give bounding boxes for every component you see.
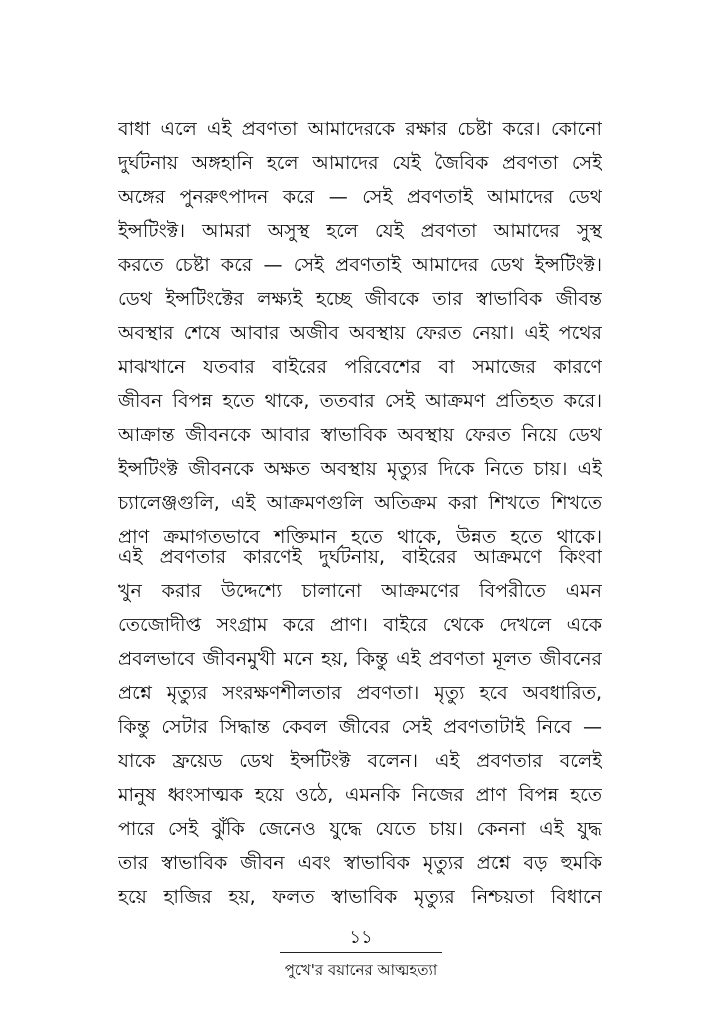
- text-line: দুর্ঘটনায় অঙ্গহানি হলে আমাদের যেই জৈবিক প্রবণতা সেই: [118, 152, 602, 174]
- text-line: তার স্বাভাবিক জীবন এবং স্বাভাবিক মৃত্যুর প্রশ্নে বড় হুমকি: [118, 852, 602, 874]
- text-line: কিন্তু সেটার সিদ্ধান্ত কেবল জীবের সেই প্রবণতাটাই নিবে —: [118, 716, 602, 738]
- text-line: জীবন বিপন্ন হতে থাকে, ততবার সেই আক্রমণ প্রতিহত করে।: [118, 390, 602, 412]
- running-book-title: পুখে'র বয়ানের আত্মহত্যা: [284, 961, 438, 979]
- text-line: অঙ্গের পুনরুৎপাদন করে — সেই প্রবণতাই আমাদের ডেথ: [118, 186, 602, 208]
- footer-divider: [280, 952, 442, 953]
- text-line: ডেথ ইন্সটিংক্টের লক্ষ্যই হচ্ছে জীবকে তার স্বাভাবিক জীবন্ত: [118, 288, 602, 310]
- text-line: হয়ে হাজির হয়, ফলত স্বাভাবিক মৃত্যুর নিশ্চয়তা বিধানে: [118, 886, 602, 908]
- page-footer: [280, 926, 442, 981]
- paragraph-1: [118, 112, 602, 554]
- text-line: চ্যালেঞ্জগুলি, এই আক্রমণগুলি অতিক্রম করা শিখতে শিখতে: [118, 492, 602, 514]
- text-line: পারে সেই ঝুঁকি জেনেও যুদ্ধে যেতে চায়। কেননা এই যুদ্ধ: [118, 818, 602, 840]
- text-line: মাঝখানে যতবার বাইরের পরিবেশের বা সমাজের কারণে: [118, 356, 602, 378]
- text-line: তেজোদীপ্ত সংগ্রাম করে প্রাণ। বাইরে থেকে দেখলে একে: [118, 614, 602, 636]
- text-line: প্রশ্নে মৃত্যুর সংরক্ষণশীলতার প্রবণতা। মৃত্যু হবে অবধারিত,: [118, 682, 602, 704]
- text-line: খুন করার উদ্দেশ্যে চালানো আক্রমণের বিপরীতে এমন: [118, 580, 602, 602]
- text-line: করতে চেষ্টা করে — সেই প্রবণতাই আমাদের ডেথ ইন্সটিংক্ট।: [118, 254, 602, 276]
- text-line: অবস্থার শেষে আবার অজীব অবস্থায় ফেরত নেয়া। এই পথের: [118, 322, 602, 344]
- paragraph-2: [118, 540, 602, 914]
- text-line: এই প্রবণতার কারণেই দুর্ঘটনায়, বাইরের আক্রমণে কিংবা: [118, 546, 602, 568]
- text-line: বাধা এলে এই প্রবণতা আমাদেরকে রক্ষার চেষ্টা করে। কোনো: [118, 118, 602, 140]
- text-line: প্রবলভাবে জীবনমুখী মনে হয়, কিন্তু এই প্রবণতা মূলত জীবনের: [118, 648, 602, 670]
- text-line: আক্রান্ত জীবনকে আবার স্বাভাবিক অবস্থায় ফেরত নিয়ে ডেথ: [118, 424, 602, 446]
- text-line: প্রাণ ক্রমাগতভাবে শক্তিমান হতে থাকে, উন্নত হতে থাকে।: [118, 526, 602, 548]
- page-number: ১১: [349, 927, 373, 948]
- text-line: মানুষ ধ্বংসাত্মক হয়ে ওঠে, এমনকি নিজের প্রাণ বিপন্ন হতে: [118, 784, 602, 806]
- text-line: ইন্সটিংক্ট। আমরা অসুস্থ হলে যেই প্রবণতা আমাদের সুস্থ: [118, 220, 602, 242]
- text-line: ইন্সটিংক্ট জীবনকে অক্ষত অবস্থায় মৃত্যুর দিকে নিতে চায়। এই: [118, 458, 602, 480]
- text-line: যাকে ফ্রয়েড ডেথ ইন্সটিংক্ট বলেন। এই প্রবণতার বলেই: [118, 750, 602, 772]
